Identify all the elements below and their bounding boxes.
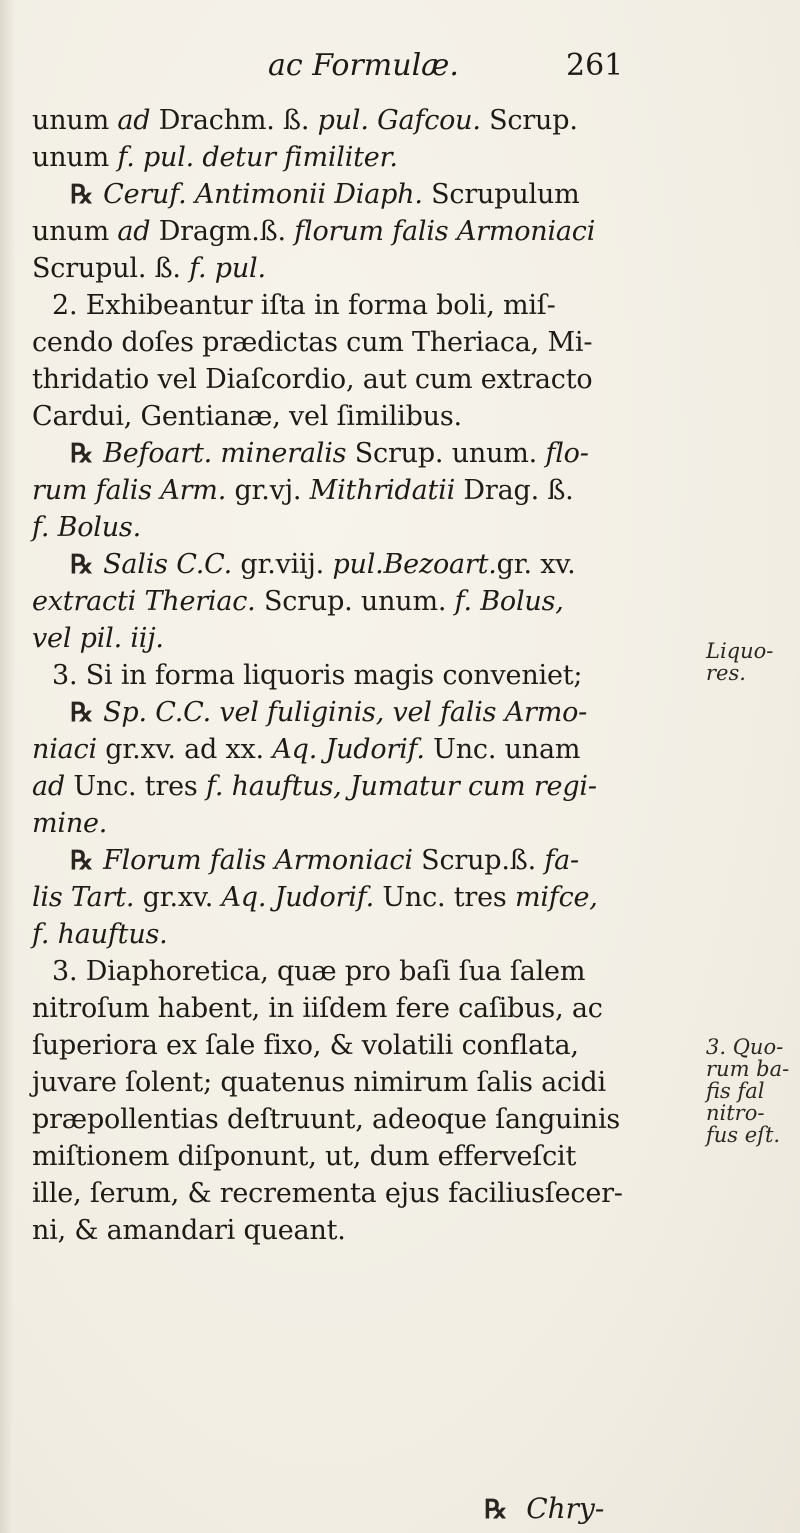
italic-run: Salis C.C. [103,549,232,580]
text-line [32,435,712,472]
italic-run: ad [117,105,151,136]
text-line [32,583,712,620]
italic-run: rum falis Arm. [32,475,227,506]
text-run: præpollentias deſtruunt, adeoque ſanguinis [32,1104,621,1135]
text-run: ſuperiora ex ſale fixo, & volatili conflata, [32,1030,579,1061]
italic-run: vel pil. iij. [32,623,164,654]
text-line [32,805,712,842]
text-run: juvare ſolent; quatenus nimirum ſalis acidi [32,1067,606,1098]
text-line [32,213,712,250]
text-line [32,324,712,361]
italic-run: flo- [545,438,589,469]
page-header [0,48,800,88]
text-line [32,361,712,398]
recipe-symbol: ℞ [70,846,94,876]
text-run: ni, & amandari queant. [32,1215,346,1246]
catchword-text: Chry- [526,1492,605,1525]
running-title: ac Formulæ. [268,48,459,83]
text-run: Scrup. unum. [255,586,455,617]
italic-run: Aq. Judorif. [272,734,425,765]
text-line [32,842,712,879]
italic-run: Aq. Judorif. [221,882,374,913]
text-line [32,102,712,139]
text-run: gr.xv. [134,882,222,913]
recipe-symbol: ℞ [70,180,94,210]
text-run: ille, ſerum, & recrementa ejus faciliusſecer- [32,1178,623,1209]
text-line [32,879,712,916]
text-run: thridatio vel Diaſcordio, aut cum extracto [32,364,593,395]
recipe-symbol: ℞ [484,1495,508,1525]
text-line [32,731,712,768]
recipe-symbol: ℞ [70,550,94,580]
text-run: Drag. ß. [455,475,574,506]
text-run: Scrup. unum. [346,438,546,469]
text-line [32,620,712,657]
text-line [32,176,712,213]
italic-run: fa- [544,845,579,876]
text-run: gr.viij. [231,549,333,580]
text-line [32,509,712,546]
text-run: Scrup. [480,105,578,136]
text-line [32,398,712,435]
text-run: Scrup.ß. [412,845,545,876]
text-run: unum [32,142,118,173]
text-run: Drachm. ß. [150,105,318,136]
italic-run: ad [32,771,65,802]
main-text [32,102,712,1249]
text-line [32,953,712,990]
text-run: Scrupul. ß. [32,253,190,284]
text-run: unum [32,105,118,136]
text-line [32,1101,712,1138]
text-run: 3. Diaphoretica, quæ pro baſi ſua ſalem [52,956,586,987]
italic-run: florum falis Armoniaci [294,216,596,247]
text-run: Cardui, Gentianæ, vel ſimilibus. [32,401,462,432]
text-run: 3. Si in forma liquoris magis conveniet; [52,660,583,691]
text-run: Unc. tres [373,882,515,913]
italic-run: Ceruf. Antimonii Diaph. [103,179,423,210]
italic-run: Mithridatii [309,475,456,506]
text-line [32,250,712,287]
text-run: gr.xv. ad xx. [96,734,273,765]
italic-run: mine. [32,808,108,839]
italic-run: f. hauftus. [32,919,168,950]
text-run: cendo doſes prædictas cum Theriaca, Mi- [32,327,593,358]
italic-run: lis Tart. [32,882,135,913]
text-line [32,1064,712,1101]
italic-run: pul. Gafcou. [317,105,481,136]
text-line [32,287,712,324]
text-line [32,1175,712,1212]
italic-run: Sp. C.C. vel fuliginis, vel falis Armo- [103,697,588,728]
italic-run: f. Bolus. [32,512,141,543]
page-number: 261 [566,48,624,83]
italic-run: Florum falis Armoniaci [103,845,413,876]
italic-run: f. hauftus, Jumatur cum regi- [205,771,597,802]
text-run: Unc. tres [64,771,206,802]
text-run: Scrupulum [422,179,580,210]
text-line [32,546,712,583]
text-run: Dragm.ß. [150,216,295,247]
italic-run: ad [117,216,151,247]
catchword [484,1492,604,1525]
text-line [32,1027,712,1064]
text-run: gr. xv. [496,549,576,580]
italic-run: f. pul. [189,253,266,284]
text-line [32,694,712,731]
text-line [32,916,712,953]
text-line [32,1212,712,1249]
italic-run: mifce, [514,882,598,913]
margin-note: Liquo- res. [706,639,774,685]
text-run: gr.vj. [226,475,310,506]
text-run: Unc. unam [424,734,581,765]
text-run: 2. Exhibeantur iſta in forma boli, miſ- [52,290,556,321]
text-run: unum [32,216,118,247]
text-run: nitroſum habent, in iiſdem fere caſibus, ac [32,993,603,1024]
text-line [32,472,712,509]
page-gutter [0,0,14,1533]
recipe-symbol: ℞ [70,698,94,728]
text-line [32,657,712,694]
italic-run: niaci [32,734,97,765]
italic-run: f. pul. detur fimiliter. [117,142,398,173]
text-run: miſtionem diſponunt, ut, dum efferveſcit [32,1141,577,1172]
margin-note: 3. Quo- rum ba- fis fal nitro- fus eſt. [706,1035,790,1147]
italic-run: extracti Theriac. [32,586,256,617]
italic-run: f. Bolus, [454,586,564,617]
text-line [32,1138,712,1175]
text-line [32,139,712,176]
text-line [32,990,712,1027]
italic-run: Befoart. mineralis [103,438,347,469]
recipe-symbol: ℞ [70,439,94,469]
italic-run: pul.Bezoart. [332,549,497,580]
text-line [32,768,712,805]
